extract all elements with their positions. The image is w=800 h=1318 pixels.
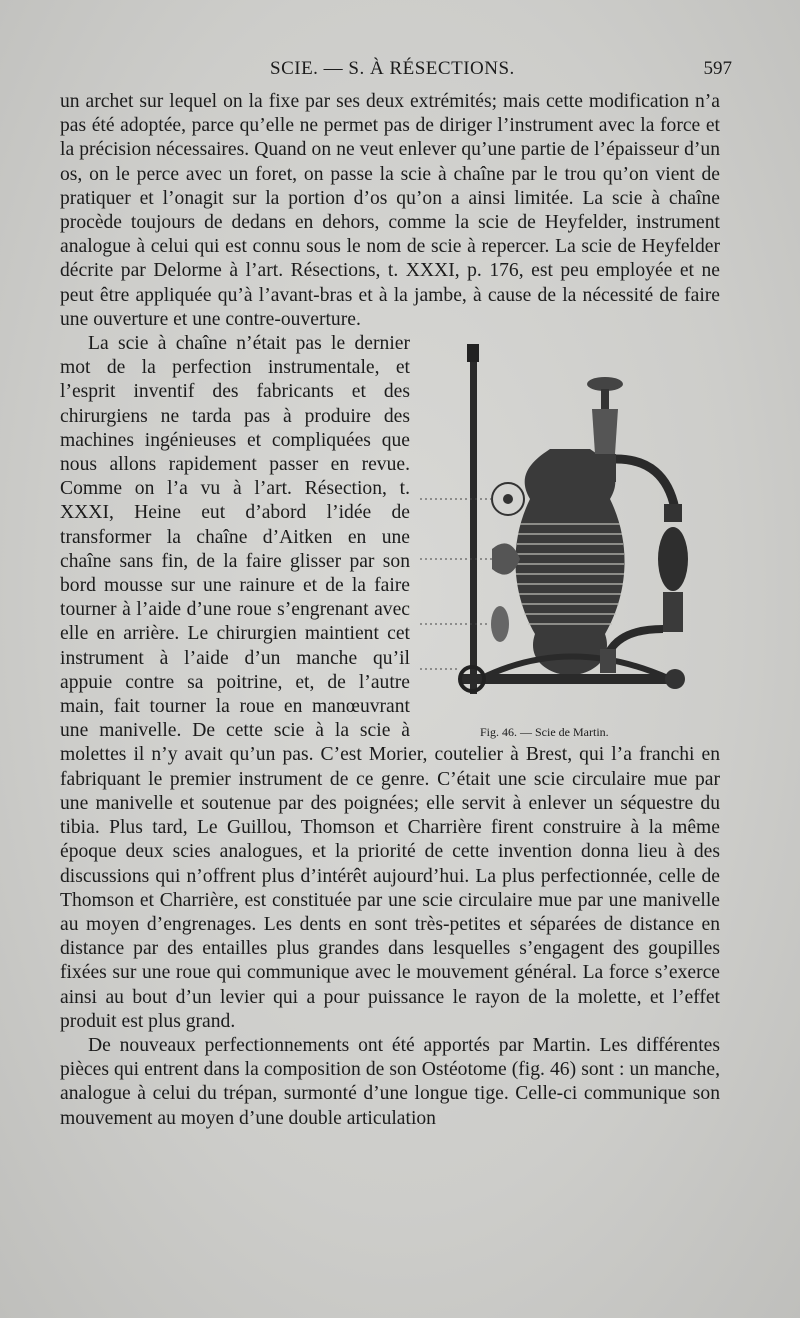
- leader-lines: [420, 499, 492, 669]
- crank-arm-shape: [616, 459, 675, 509]
- page-number: 597: [703, 58, 732, 79]
- pin-part-shape: [491, 606, 509, 642]
- crank-grip-shape: [658, 527, 688, 591]
- crank-lower-arm-shape: [608, 629, 663, 654]
- end-bolt-shape: [665, 669, 685, 689]
- running-title: SCIE. — S. À RÉSECTIONS.: [270, 58, 515, 79]
- figure-46: [420, 334, 728, 740]
- paragraph-2: La scie à chaîne n’était pas le dernier mot de la perfection instrumentale, et l’esprit inventif des fabricants et des chirurgiens ne tarda pas à produire des machines ingénieuses et compliquées que nous allons rapidement passer en revue. Comme on l’a vu à l’art. Résection, t. XXXI, Heine eut d’abord l’idée de transformer la chaîne d’Aitken en une chaîne sans fin, de la faire glisser par son bord mousse sur une rainure et de la faire tourner à l’aide d’une roue s’engrenant avec elle en arrière. Le chirurgien maintient cet instrument à l’aide d’un manche qu’il appuie contre sa poitrine, et, de l’autre main, fait tourner la roue en manœuvrant une manivelle. De cette scie à la scie à molettes il n’y avait qu’un pas. C’est Morier, coutelier à Brest, qui l’a franchi en fabriquant le premier instrument de ce genre. C’était une scie circulaire mue par une manivelle et soutenue par des poignées; elle servit à enlever un séquestre du tibia. Plus tard, Le Guillou, Thomson et Charrière firent construire à la même époque deux scies analogues, et la priorité de cette invention donna lieu à des discussions qui n’offrent plus d’intérêt aujourd’hui. La plus perfectionnée, celle de Thomson et Charrière, est constituée par une scie circulaire mue par une manivelle au moyen d’engrenages. Les dents en sont très-petites et séparées de distance en distance par des entailles plus grandes dans lesquelles s’engagent des goupilles fixées sur une roue qui communique avec le mouvement général. La force s’exerce ainsi au bout d’un levier qui a pour puissance le rayon de la molette, et l’effet produit est plus grand.: [60, 333, 720, 1032]
- crank-knob-shape: [587, 377, 623, 391]
- rod-shape: [470, 354, 477, 694]
- paragraph-3: De nouveaux perfectionnements ont été apportés par Martin. Les différentes pièces qui entrent dans la composition de son Ostéotome (fig. 46) sont : un manche, analogue à celui du trépan, surmonté d’une longue tige. Celle-ci communique son mouvement au moyen d’une double articulation: [60, 1034, 720, 1129]
- rod-tip-shape: [467, 344, 479, 362]
- handle-shape: [515, 449, 624, 674]
- base-bar-shape: [460, 674, 670, 684]
- osteotome-illustration: [420, 334, 728, 714]
- paragraph-1: un archet sur lequel on la fixe par ses deux extrémités; mais cette modification n’a pas été adoptée, parce qu’elle ne permet pas de diriger l’instrument avec la force et la précision nécessaires. Quand on ne veut enlever qu’une partie de l’épaisseur d’un os, on le perce avec un foret, on passe la scie à chaîne par le trou qu’on vient de pratiquer et l’onagit sur la portion d’os qu’on a ainsi limitée. La scie à chaîne procède toujours de dedans en dehors, comme la scie de Heyfelder, instrument analogue à celui qui est connu sous le nom de scie à repercer. La scie de Heyfelder décrite par Delorme à l’art. Résections, t. XXXI, p. 176, est peu employée et ne peut être appliquée qu’à l’avant-bras et à la jambe, à cause de la nécessité de faire une ouverture et une contre-ouverture.: [60, 91, 720, 330]
- body-text: [60, 90, 720, 1131]
- figure-caption: Fig. 46. — Scie de Martin.: [480, 725, 609, 740]
- running-header: [60, 58, 732, 84]
